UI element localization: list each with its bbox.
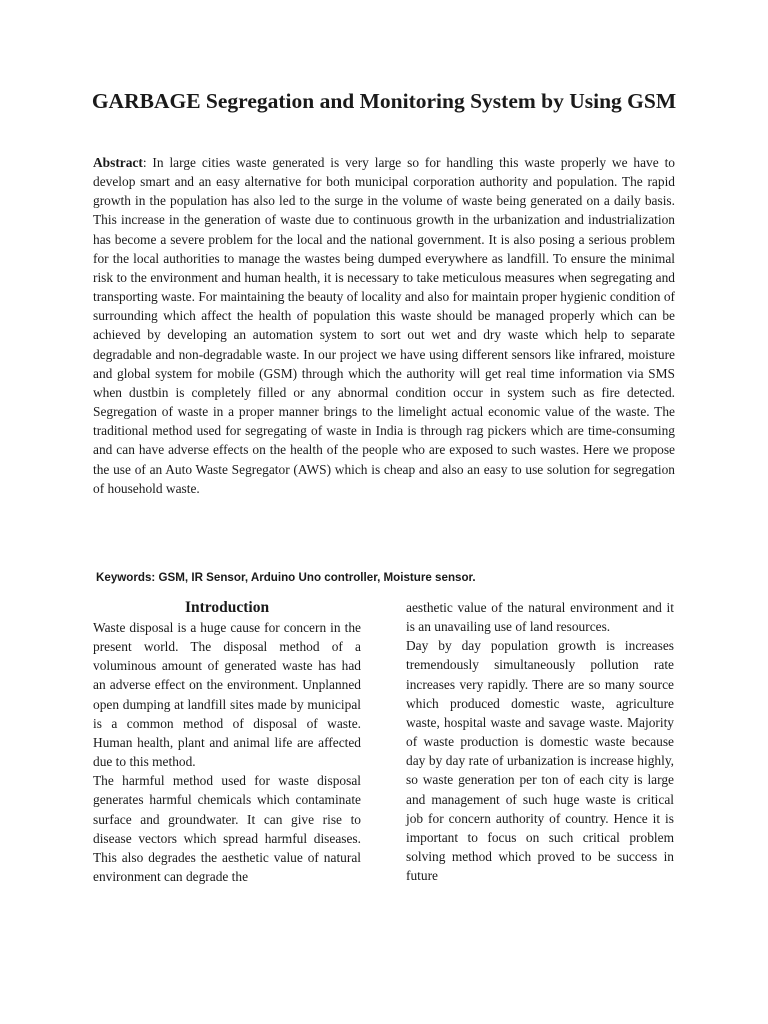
right-column bbox=[406, 598, 674, 885]
abstract-label: Abstract bbox=[93, 155, 143, 170]
intro-paragraph: Day by day population growth is increases tremendously simultaneously pollution rate increases very rapidly. There are so many source which produced domestic waste, agriculture waste, hospital waste and savage waste. Majority of waste production is domestic waste because day by day rate of urbanization is increase highly, so waste generation per ton of each city is large and management of such huge waste is critical job for concern authority of country. Hence it is important to focus on such critical problem solving method which proved to be success in future bbox=[406, 638, 674, 884]
intro-paragraph: Waste disposal is a huge cause for concern in the present world. The disposal method of a voluminous amount of generated waste has had an adverse effect on the environment. Unplanned open dumping at landfill sites made by municipal is a common method of disposal of waste. Human health, plant and animal life are affected due to this method. bbox=[93, 620, 361, 770]
intro-paragraph: The harmful method used for waste disposal generates harmful chemicals which contaminate surface and groundwater. It can give rise to disease vectors which spread harmful diseases. This also degrades the aesthetic value of natural environment can degrade the bbox=[93, 773, 361, 885]
abstract-body: : In large cities waste generated is very large so for handling this waste properly we have to develop smart and an easy alternative for both municipal corporation authority and population. The rapid growth in the population has also led to the surge in the volume of waste being generated on a daily basis. This increase in the generation of waste due to continuous growth in the urbanization and industrialization has become a severe problem for the local and the national government. It is also posing a serious problem for the local authorities to manage the wastes being dumped everywhere as landfill. To ensure the minimal risk to the environment and human health, it is necessary to take meticulous measures when segregating and transporting waste. For maintaining the beauty of locality and also for maintain proper hygienic condition of surrounding which affect the health of population this waste should be managed properly which can be achieved by developing an automation system to sort out wet and dry waste which help to separate degradable and non-degradable waste. In our project we have using different sensors like infrared, moisture and global system for mobile (GSM) through which the authority will get real time information via SMS when dustbin is completely filled or any abnormal condition occur in system such as fire detected. Segregation of waste in a proper manner brings to the limelight actual economic value of the waste. The traditional method used for segregating of waste in India is through rag pickers which are time-consuming and can have adverse effects on the health of the people who are exposed to such wastes. Here we propose the use of an Auto Waste Segregator (AWS) which is cheap and also an easy to use solution for segregation of household waste. bbox=[93, 155, 675, 496]
introduction-heading: Introduction bbox=[184, 599, 270, 616]
paper-title: GARBAGE Segregation and Monitoring System by Using GSM bbox=[91, 89, 677, 113]
keywords-line: Keywords: GSM, IR Sensor, Arduino Uno controller, Moisture sensor. bbox=[96, 571, 476, 584]
left-column bbox=[93, 598, 361, 886]
abstract-paragraph bbox=[93, 153, 675, 498]
intro-paragraph: aesthetic value of the natural environment and it is an unavailing use of land resources. bbox=[406, 600, 674, 635]
